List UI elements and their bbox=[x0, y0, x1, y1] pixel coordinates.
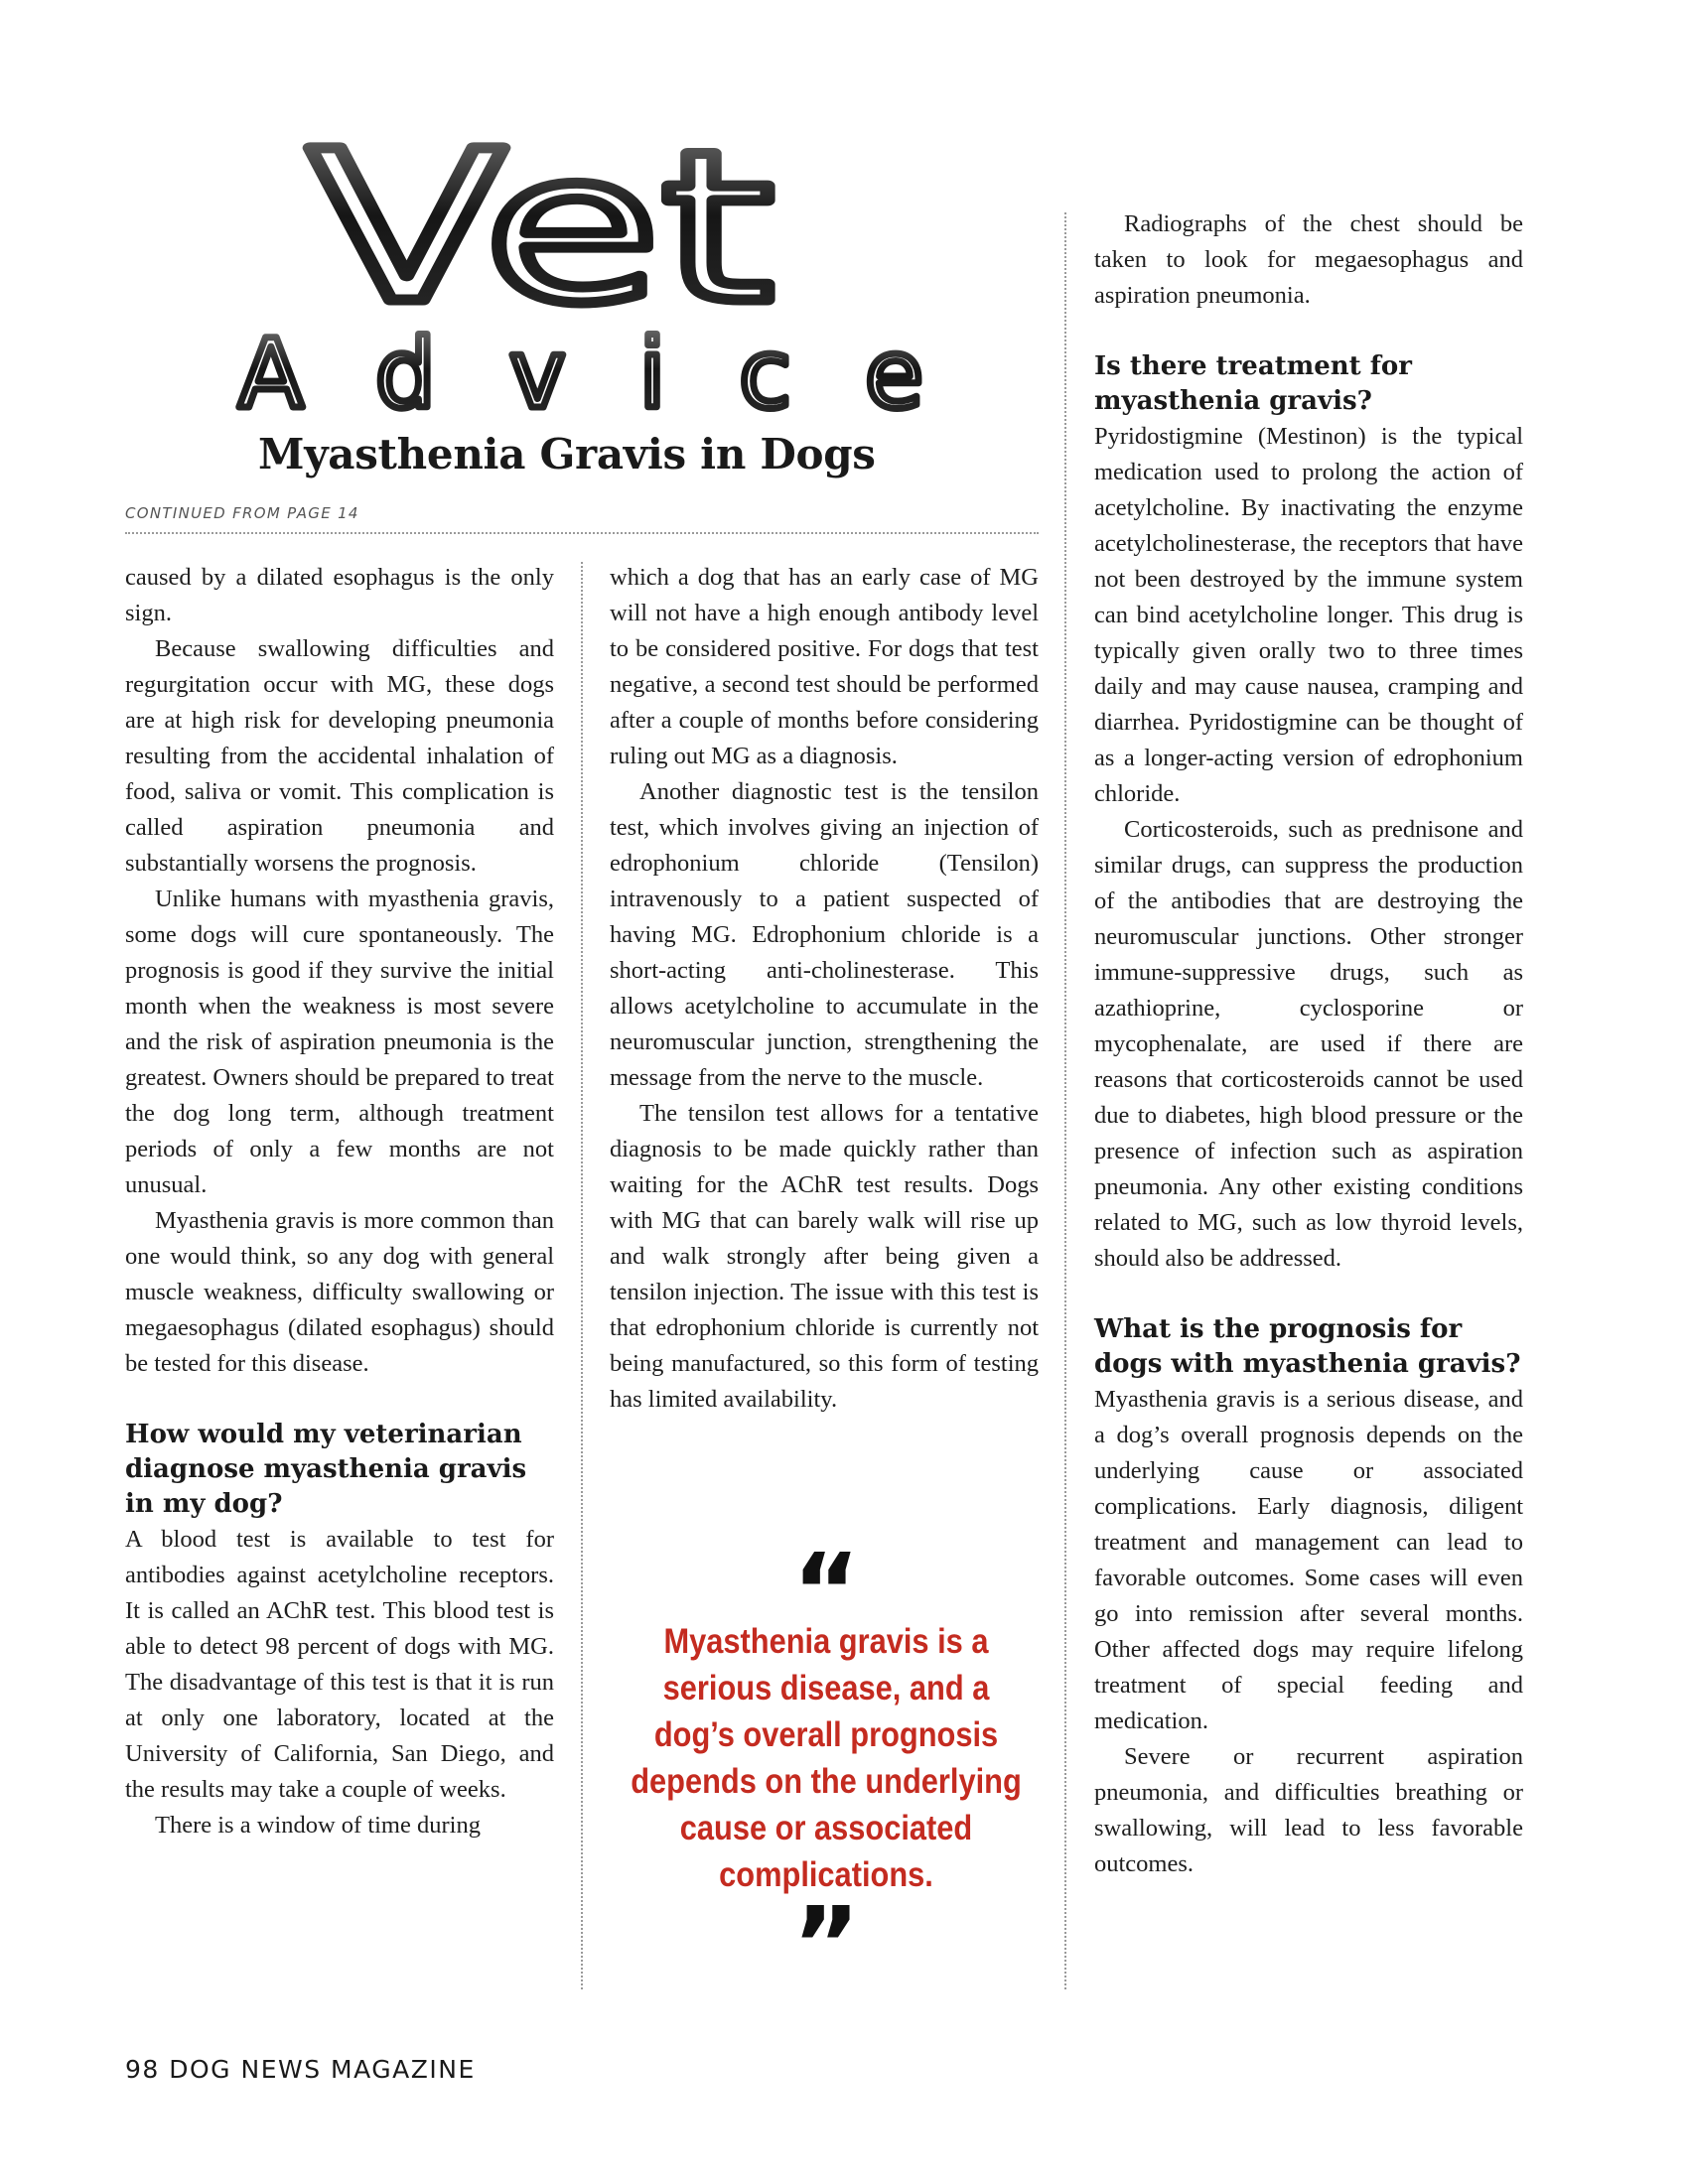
column-3 bbox=[1094, 206, 1523, 1882]
vet-advice-masthead bbox=[228, 111, 963, 429]
paragraph: Myasthenia gravis is more common than one would think, so any dog with general muscle weakness, difficulty swallowing or megaesophagus (dilated esophagus) should be tested for this disease. bbox=[125, 1207, 554, 1377]
column-1 bbox=[125, 560, 554, 1843]
masthead-advice: Advice bbox=[238, 319, 923, 429]
continued-from-label: CONTINUED FROM PAGE 14 bbox=[125, 504, 359, 522]
paragraph: A blood test is available to test for antibodies against acetylcholine receptors. It is called an AChR test. This blood test is able to detect 98 percent of dogs with MG. The disadvantage of this test is that it is run at only one laboratory, located at the University of California, San Diego, and the results may take a couple of weeks. bbox=[125, 1526, 554, 1803]
paragraph: Because swallowing difficulties and regurgitation occur with MG, these dogs are at high risk for developing pneumonia resulting from the accidental inhalation of food, saliva or vomit. This complication is called aspiration pneumonia and substantially worsens the prognosis. bbox=[125, 635, 554, 877]
paragraph: Radiographs of the chest should be taken to look for megaesophagus and aspiration pneumonia. bbox=[1094, 210, 1523, 309]
paragraph: There is a window of time during bbox=[155, 1812, 481, 1839]
paragraph: The tensilon test allows for a tentative diagnosis to be made quickly rather than waiting for the AChR test results. Dogs with MG that can barely walk will rise up and walk strongly after being given a tensilon injection. The issue with this test is that edrophonium chloride is currently not being manufactured, so this form of testing has limited availability. bbox=[610, 1100, 1039, 1413]
section-heading-treatment: Is there treatment for myasthenia gravis? bbox=[1094, 351, 1412, 416]
column-divider-1 bbox=[581, 562, 583, 1989]
open-quote-icon: “ bbox=[791, 1531, 861, 1652]
paragraph: which a dog that has an early case of MG will not have a high enough antibody level to be considered positive. For dogs that test negative, a second test should be performed after a couple of months before considering ruling out MG as a diagnosis. bbox=[610, 564, 1039, 769]
column-2 bbox=[610, 560, 1039, 1418]
column-divider-2 bbox=[1064, 212, 1066, 1989]
page-folio: 98 DOG NEWS MAGAZINE bbox=[125, 2055, 476, 2084]
paragraph: Severe or recurrent aspiration pneumonia, and difficulties breathing or swallowing, will lead to less favorable outcomes. bbox=[1094, 1743, 1523, 1877]
article-title: Myasthenia Gravis in Dogs bbox=[258, 430, 876, 478]
masthead-vet: Vet bbox=[308, 111, 774, 349]
paragraph: Corticosteroids, such as prednisone and similar drugs, can suppress the production of the antibodies that are destroying the neuromuscular junctions. Other stronger immune-suppressive drugs, such as azathioprine, cyclosporine or mycophenalate, are used if there are reasons that corticosteroids cannot be used due to diabetes, high blood pressure or the presence of infection such as aspiration pneumonia. Any other existing conditions related to MG, such as low thyroid levels, should also be addressed. bbox=[1094, 816, 1523, 1272]
paragraph: Myasthenia gravis is a serious disease, and a dog’s overall prognosis depends on the underlying cause or associated complications. Early diagnosis, diligent treatment and management can lead to favorable outcomes. Some cases will even go into remission after several months. Other affected dogs may require lifelong treatment of special feeding and medication. bbox=[1094, 1386, 1523, 1734]
close-quote-icon: ” bbox=[791, 1884, 861, 2005]
paragraph: caused by a dilated esophagus is the only sign. bbox=[125, 564, 554, 626]
pull-quote-text: Myasthenia gravis is a serious disease, and a dog’s overall prognosis depends on the underlying cause or associated complications. bbox=[631, 1622, 1022, 1894]
paragraph: Another diagnostic test is the tensilon test, which involves giving an injection of edrophonium chloride (Tensilon) intravenously to a patient suspected of having MG. Edrophonium chloride is a short-acting anti-cholinesterase. This allows acetylcholine to accumulate in the neuromuscular junction, strengthening the message from the nerve to the muscle. bbox=[610, 778, 1039, 1091]
pull-quote bbox=[604, 1531, 1049, 2005]
paragraph: Unlike humans with myasthenia gravis, some dogs will cure spontaneously. The prognosis is good if they survive the initial month when the weakness is most severe and the risk of aspiration pneumonia is the greatest. Owners should be prepared to treat the dog long term, although treatment periods of only a few months are not unusual. bbox=[125, 886, 554, 1198]
paragraph: Pyridostigmine (Mestinon) is the typical medication used to prolong the action of acetylcholine. By inactivating the enzyme acetylcholinesterase, the receptors that have not been destroyed by the immune system can bind acetylcholine longer. This drug is typically given orally two to three times daily and may cause nausea, cramping and diarrhea. Pyridostigmine can be thought of as a longer-acting version of edrophonium chloride. bbox=[1094, 423, 1523, 807]
section-heading-prognosis: What is the prognosis for dogs with myasthenia gravis? bbox=[1094, 1314, 1521, 1379]
section-divider bbox=[125, 532, 1039, 534]
section-heading-diagnosis: How would my veterinarian diagnose myasthenia gravis in my dog? bbox=[125, 1420, 527, 1519]
